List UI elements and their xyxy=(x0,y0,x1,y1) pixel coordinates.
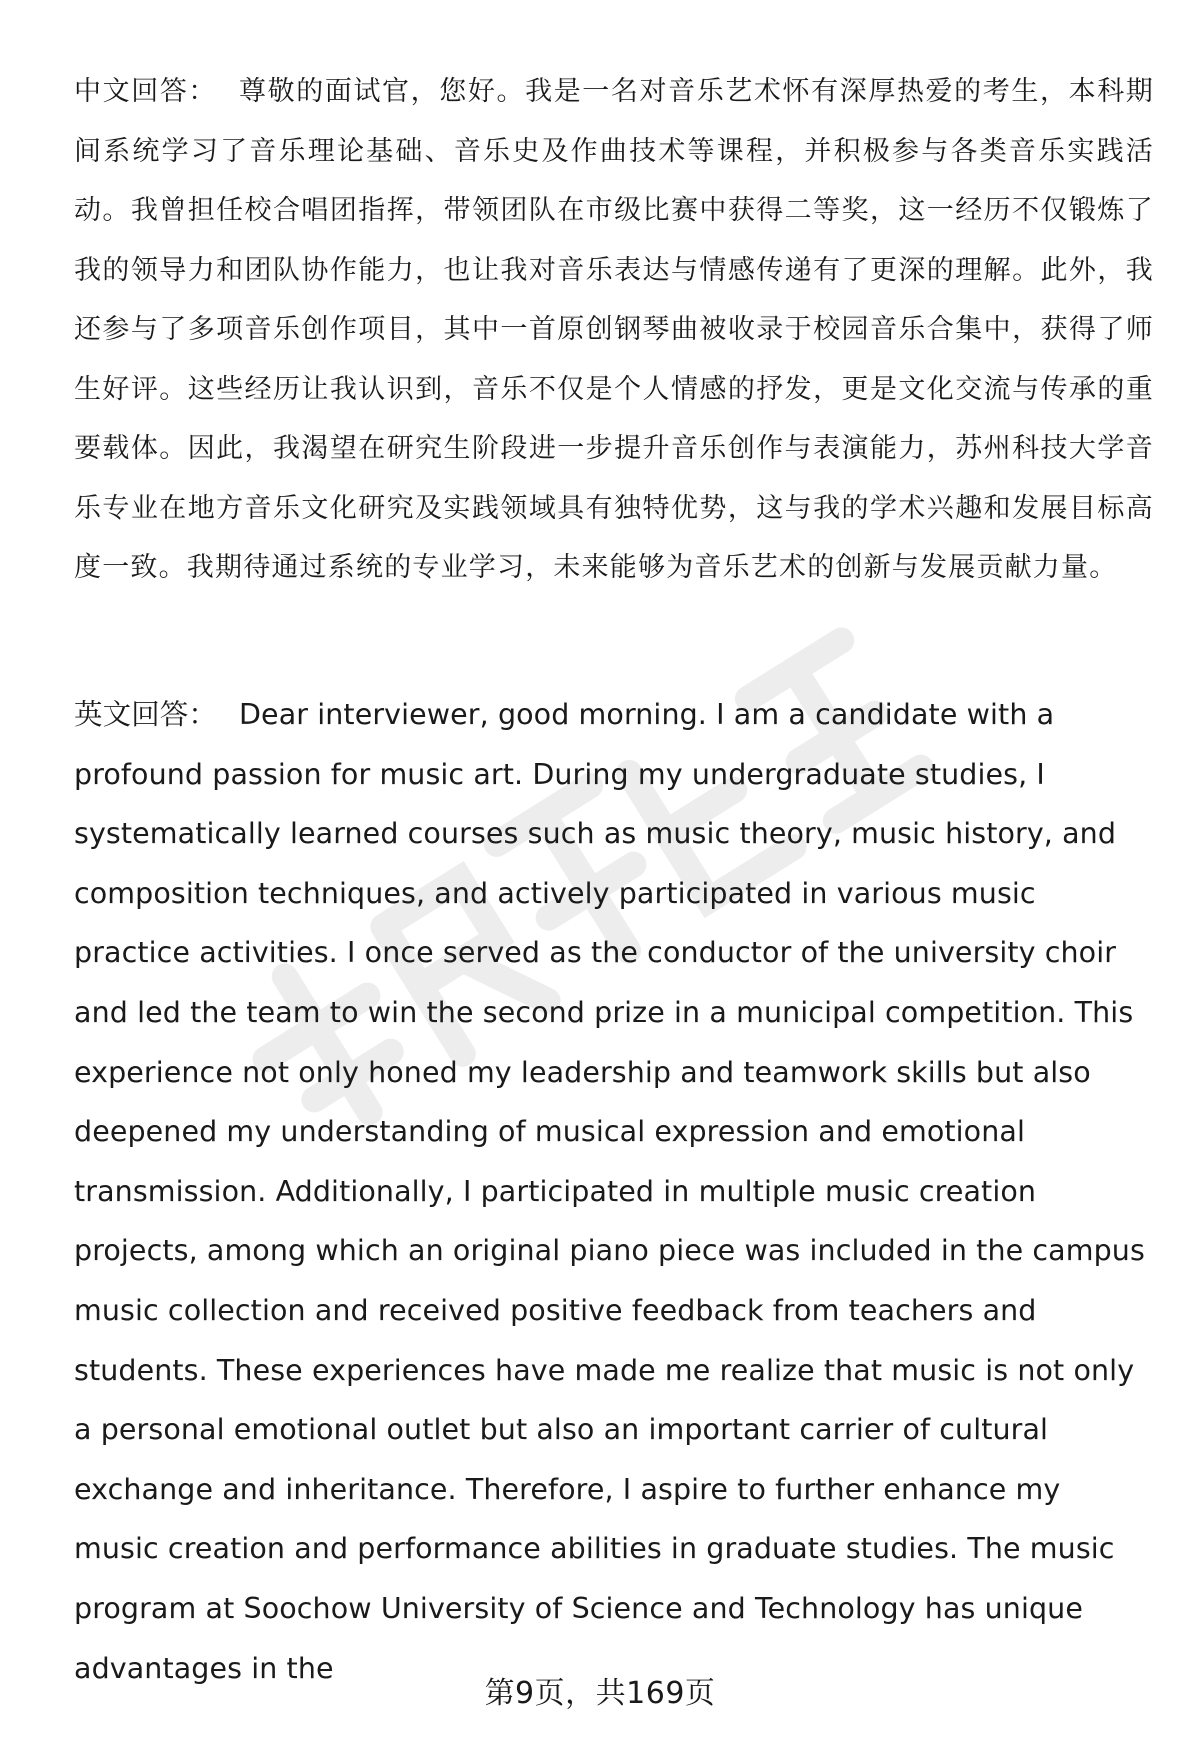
english-answer-paragraph xyxy=(74,685,1154,1698)
page-number-footer: 第9页，共169页 xyxy=(484,1676,716,1711)
english-answer-label: 英文回答： xyxy=(74,698,218,731)
english-answer-text: Dear interviewer, good morning. I am a candidate with a profound passion for music art. During my undergraduate studies, I systematically learned courses such as music theory, music history, and composition techniques, and actively participated in various music practice activities. I once served as the conductor of the university choir and led the team to win the second prize in a municipal competition. This experience not only honed my leadership and teamwork skills but also deepened my understanding of musical expression and emotional transmission. Additionally, I participated in multiple music creation projects, among which an original piano piece was included in the campus music collection and received positive feedback from teachers and students. These experiences have made me realize that music is not only a personal emotional outlet but also an important carrier of cultural exchange and inheritance. Therefore, I aspire to further enhance my music creation and performance abilities in graduate studies. The music program at Soochow University of Science and Technology has unique advantages in the xyxy=(74,698,1145,1685)
chinese-answer-paragraph xyxy=(74,62,1154,598)
chinese-answer-label: 中文回答： xyxy=(74,76,218,107)
chinese-answer-text: 尊敬的面试官，您好。我是一名对音乐艺术怀有深厚热爱的考生，本科期间系统学习了音乐理论基础、音乐史及作曲技术等课程，并积极参与各类音乐实践活动。我曾担任校合唱团指挥，带领团队在市级比赛中获得二等奖，这一经历不仅锻炼了我的领导力和团队协作能力，也让我对音乐表达与情感传递有了更深的理解。此外，我还参与了多项音乐创作项目，其中一首原创钢琴曲被收录于校园音乐合集中，获得了师生好评。这些经历让我认识到，音乐不仅是个人情感的抒发，更是文化交流与传承的重要载体。因此，我渴望在研究生阶段进一步提升音乐创作与表演能力，苏州科技大学音乐专业在地方音乐文化研究及实践领域具有独特优势，这与我的学术兴趣和发展目标高度一致。我期待通过系统的专业学习，未来能够为音乐艺术的创新与发展贡献力量。 xyxy=(74,76,1154,583)
